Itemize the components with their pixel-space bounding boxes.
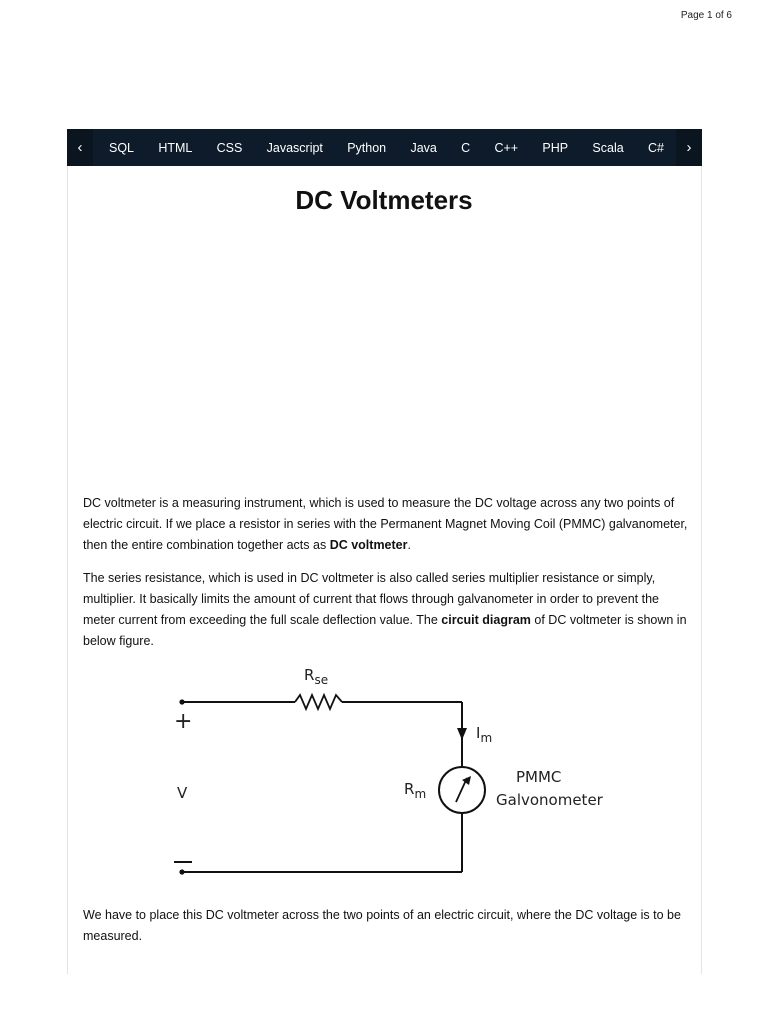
nav-item-sql[interactable]: SQL [109, 140, 135, 155]
rse-label: $R_{se}$ [304, 666, 329, 687]
nav-items [93, 129, 676, 166]
nav-item-php[interactable]: PHP [542, 140, 569, 155]
nav-item-java[interactable]: Java [410, 140, 437, 155]
rm-label: $R_m$ [404, 780, 427, 801]
page-title: DC Voltmeters [295, 185, 473, 215]
intro-bold-term: DC voltmeter [329, 538, 408, 552]
pmmc-label: PMMC [516, 768, 562, 786]
nav-prev-arrow-icon[interactable]: ‹ [67, 129, 93, 166]
language-nav-bar [67, 129, 702, 166]
dc-voltmeter-circuit-diagram [160, 660, 630, 885]
intro-text: DC voltmeter is a measuring instrument, which is used to measure the DC voltage across any two points of electric circuit. If we place a resistor in series with the Permanent Magnet Moving Coil (PMMC) galvanometer, then the entire combination together acts as [83, 496, 688, 552]
plus-label: + [174, 709, 193, 734]
nav-item-scala[interactable]: Scala [592, 140, 624, 155]
intro-tail: . [407, 538, 411, 552]
current-arrow [457, 728, 467, 740]
nav-item-html[interactable]: HTML [158, 140, 193, 155]
galvanometer-needle-tip [462, 776, 471, 785]
multiplier-tail: of DC voltmeter is shown in below figure. [83, 613, 687, 648]
im-label: $I_m$ [476, 724, 493, 745]
voltage-label: V [177, 784, 188, 802]
page-indicator: Page 1 of 6 [680, 10, 732, 21]
multiplier-paragraph [83, 568, 688, 652]
nav-item-c[interactable]: C [461, 140, 471, 155]
top-terminal [179, 699, 184, 704]
nav-next-arrow-icon[interactable]: › [676, 129, 702, 166]
circuit-diagram-link[interactable]: circuit diagram [441, 613, 531, 627]
placement-paragraph: We have to place this DC voltmeter across the two points of an electric circuit, where the DC voltage is to be measured. [83, 908, 681, 943]
galvanometer-label: Galvonometer [496, 791, 603, 809]
nav-item-python[interactable]: Python [347, 140, 387, 155]
nav-item-css[interactable]: CSS [216, 140, 243, 155]
intro-paragraph [83, 493, 688, 556]
bottom-terminal [179, 869, 184, 874]
nav-item-csharp[interactable]: C# [647, 140, 664, 155]
nav-item-cpp[interactable]: C++ [494, 140, 519, 155]
multiplier-text: The series resistance, which is used in DC voltmeter is also called series multiplier resistance or simply, multiplier. It basically limits the amount of current that flows through galvanometer in order to prevent the meter current from exceeding the full scale deflection value. The [83, 571, 659, 627]
nav-item-javascript[interactable]: Javascript [266, 140, 323, 155]
series-resistor [295, 695, 342, 709]
